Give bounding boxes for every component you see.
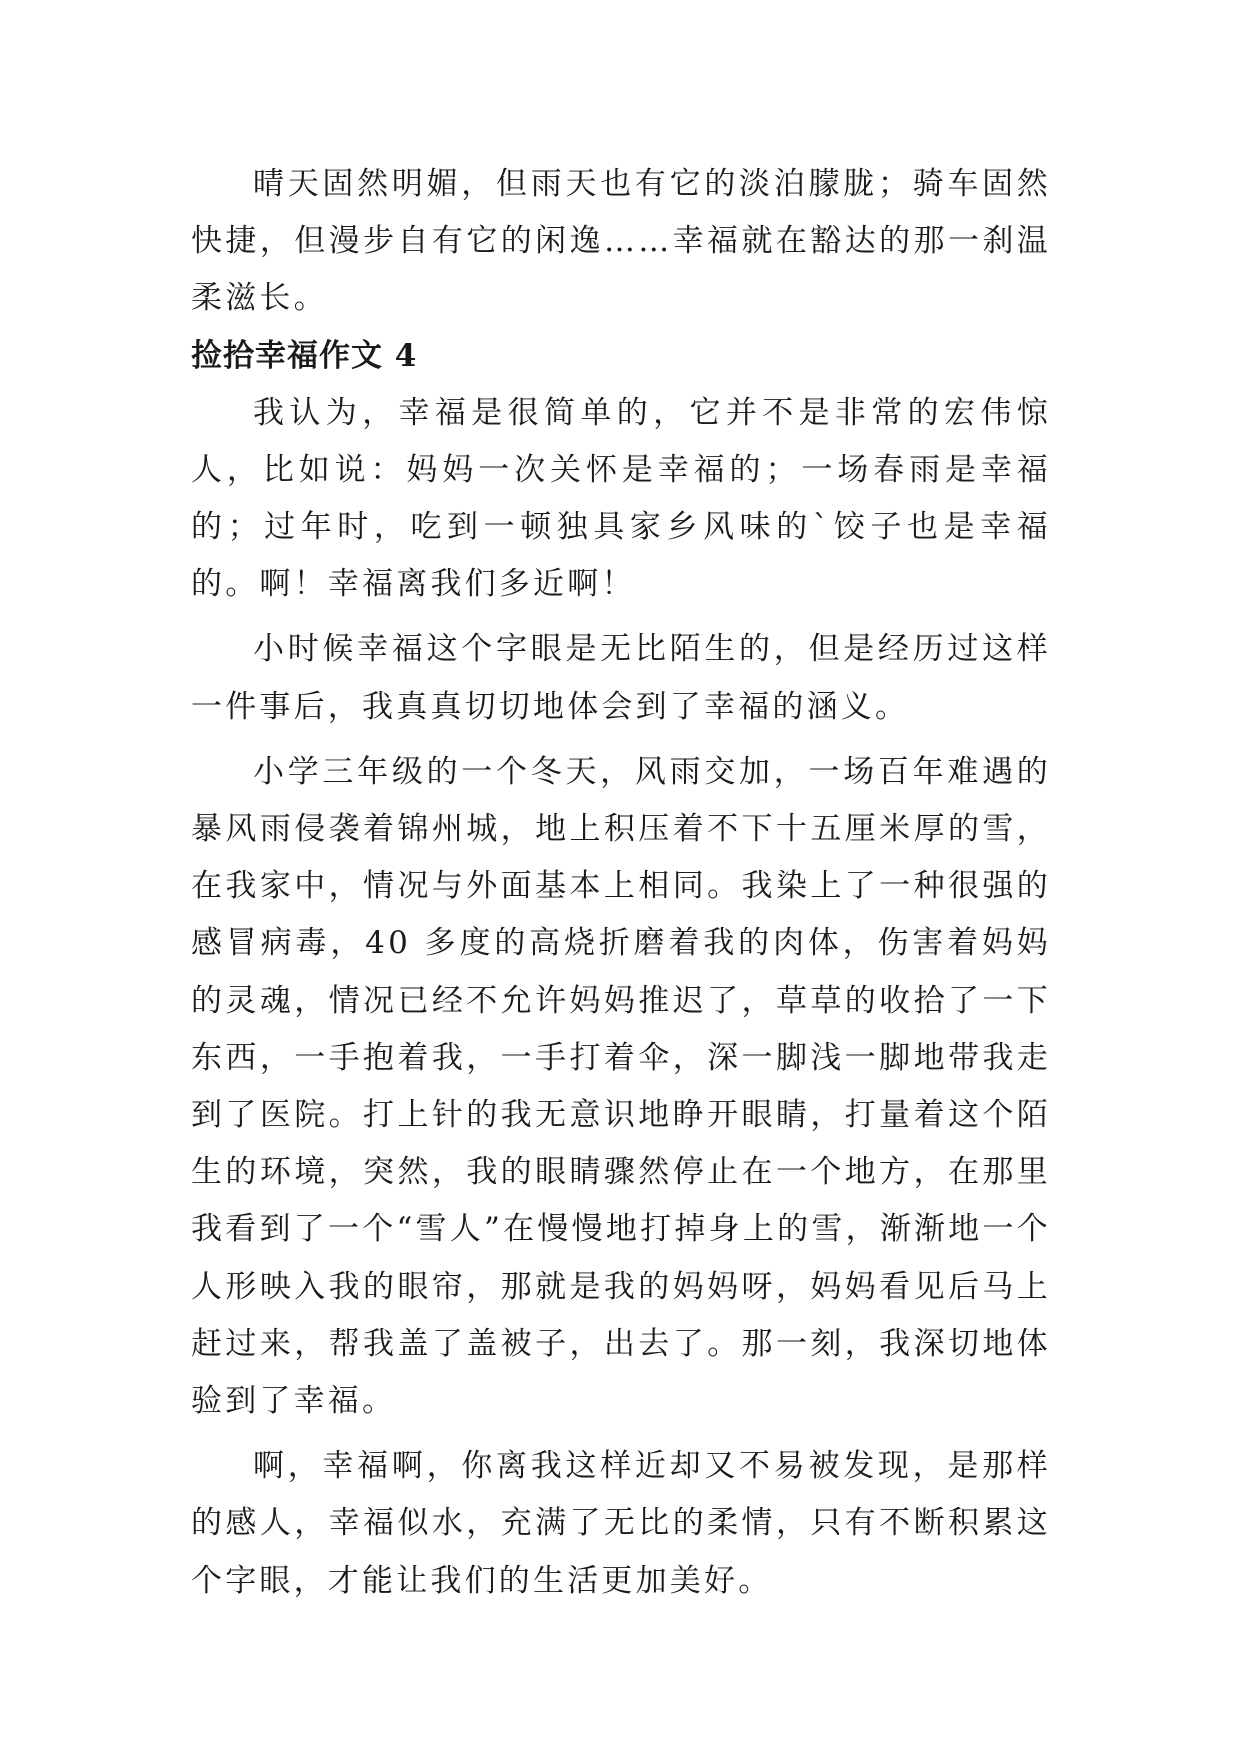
paragraph-4: 啊，幸福啊，你离我这样近却又不易被发现，是那样的感人，幸福似水，充满了无比的柔情，只有不断积累这个字眼，才能让我们的生活更加美好。 xyxy=(191,1448,1051,1599)
paragraph-3: 小学三年级的一个冬天，风雨交加，一场百年难遇的暴风雨侵袭着锦州城，地上积压着不下十五厘米厚的雪，在我家中，情况与外面基本上相同。我染上了一种很强的感冒病毒，40 多度的高烧折磨着我的肉体，伤害着妈妈的灵魂，情况已经不允许妈妈推迟了，草草的收拾了一下东西，一手抱着我，一手打着伞，深一脚浅一脚地带我走到了医院。打上针的我无意识地睁开眼睛，打量着这个陌生的环境，突然，我的眼睛骤然停止在一个地方，在那里我看到了一个“雪人”在慢慢地打掉身上的雪，渐渐地一个人形映入我的眼帘，那就是我的妈妈呀，妈妈看见后马上赶过来，帮我盖了盖被子，出去了。那一刻，我深切地体验到了幸福。 xyxy=(191,753,1051,1420)
paragraph-1: 我认为，幸福是很简单的，它并不是非常的宏伟惊人，比如说：妈妈一次关怀是幸福的；一场春雨是幸福的；过年时，吃到一顿独具家乡风味的`饺子也是幸福的。啊！幸福离我们多近啊！ xyxy=(191,394,1051,603)
paragraph-2: 小时候幸福这个字眼是无比陌生的，但是经历过这样一件事后，我真真切切地体会到了幸福的涵义。 xyxy=(191,631,1051,725)
document-body xyxy=(191,156,1051,1610)
section-heading: 捡拾幸福作文 4 xyxy=(191,337,418,374)
paragraph-intro: 晴天固然明媚，但雨天也有它的淡泊朦胧；骑车固然快捷，但漫步自有它的闲逸……幸福就在豁达的那一刹温柔滋长。 xyxy=(191,166,1051,317)
